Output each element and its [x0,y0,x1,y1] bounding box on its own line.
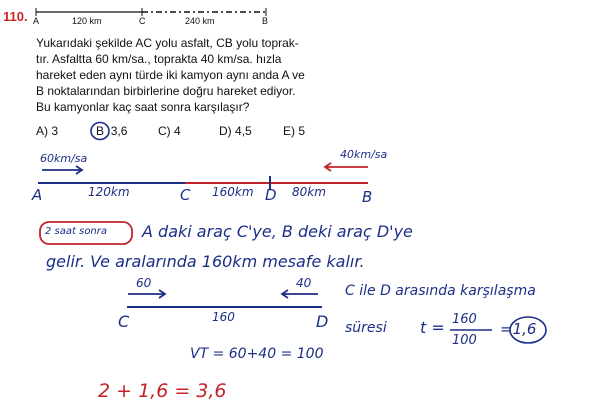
option-b[interactable]: B 3,6 [96,124,128,138]
point-b: B [362,188,373,206]
t-denominator: 100 [452,333,477,348]
diagram-label-b: B [262,16,269,26]
note-line-2: süresi [345,320,387,336]
point-c: C [180,186,191,204]
point-d: D [265,186,277,204]
t-result: =1,6 [500,320,537,338]
question-line: hareket eden aynı türde iki kamyon aynı anda A ve [36,68,305,82]
diagram-label-c: C [139,16,146,26]
option-d[interactable]: D) 4,5 [219,124,252,138]
speed-label-a: 60km/sa [40,152,88,165]
question-line: B noktalarından birbirlerine doğru hareket ediyor. [36,84,296,98]
label-cd-2: 160 [212,310,235,324]
arrow-left-b [325,163,368,171]
question-line: tır. Asfaltta 60 km/sa., toprakta 40 km/sa. hızla [36,52,282,66]
option-a[interactable]: A) 3 [36,124,59,138]
final-answer: 2 + 1,6 = 3,6 [98,380,227,402]
speed-label-d: 40 [296,276,312,290]
t-label: t = [420,318,445,337]
question-line: Bu kamyonlar kaç saat sonra karşılaşır? [36,100,250,114]
explanation-line-2: gelir. Ve aralarında 160km mesafe kalır. [46,252,365,271]
diagram-label-cb: 240 km [185,16,215,26]
label-db: 80km [292,185,326,199]
option-e[interactable]: E) 5 [283,124,306,138]
arrow-left-d [282,290,318,298]
point-a: A [32,186,43,204]
option-c[interactable]: C) 4 [158,124,181,138]
arrow-right-a [42,166,82,174]
question-text [36,35,326,115]
box-text: 2 saat sonra [45,226,108,237]
t-numerator: 160 [452,312,477,327]
note-line-1: C ile D arasında karşılaşma [345,283,536,299]
arrow-right-c [128,290,165,298]
speed-label-c: 60 [136,276,152,290]
diagram-label-a: A [33,16,40,26]
question-line: Yukarıdaki şekilde AC yolu asfalt, CB yolu toprak- [36,36,299,50]
point-c-2: C [118,312,130,331]
speed-label-b: 40km/sa [340,148,388,161]
diagram-label-ac: 120 km [72,16,102,26]
point-d-2: D [316,312,329,331]
label-ac: 120km [88,185,130,199]
label-cd: 160km [212,185,254,199]
question-number: 110. [3,9,28,24]
explanation-line-1: A daki araç C'ye, B deki araç D'ye [142,222,413,241]
total-speed: VT = 60+40 = 100 [190,346,324,362]
